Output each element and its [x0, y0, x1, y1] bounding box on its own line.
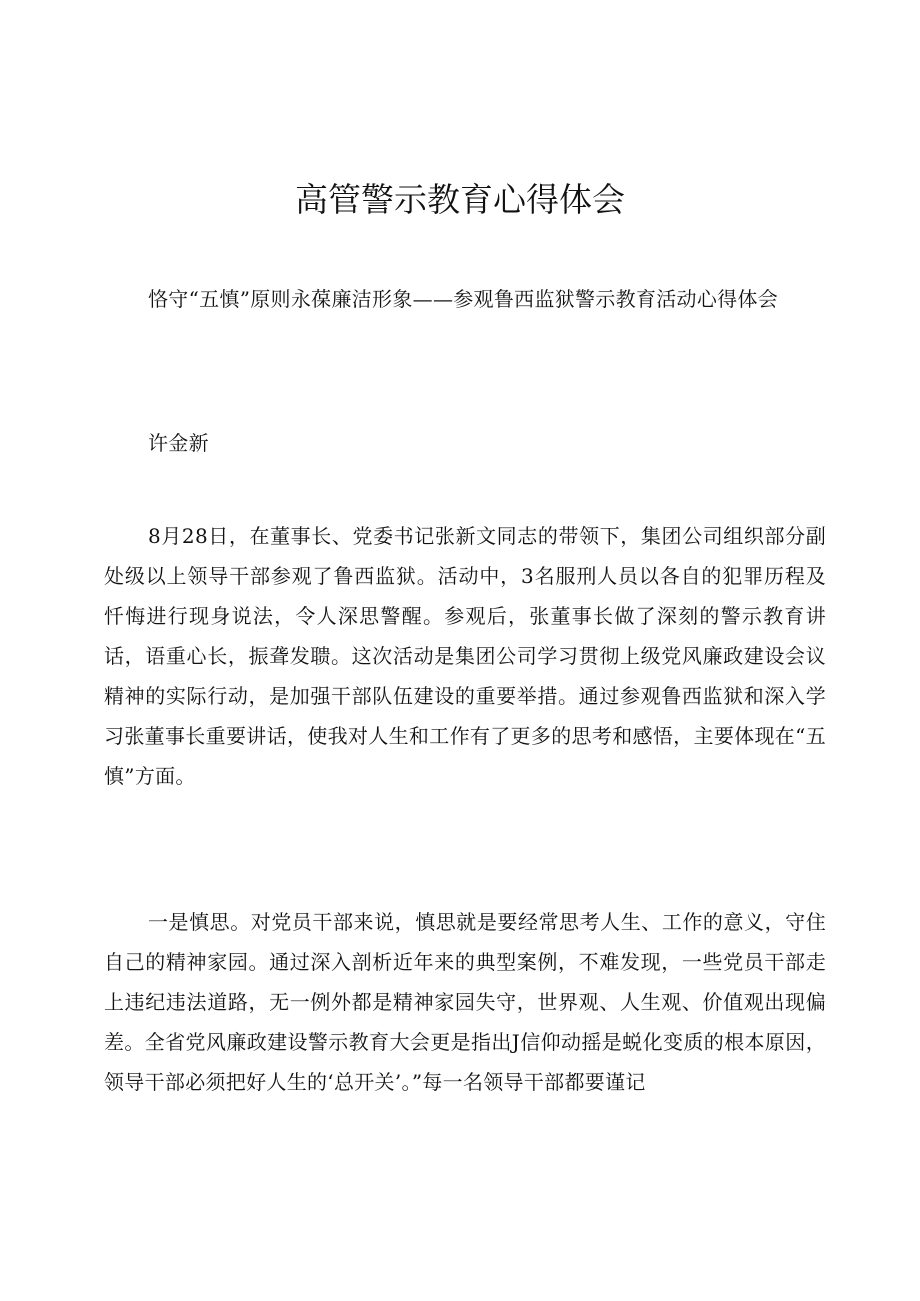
document-author: 许金新	[148, 431, 209, 455]
document-title: 高管警示教育心得体会	[295, 180, 625, 219]
document-subtitle: 恪守“五慎”原则永葆廉洁形象——参观鲁西监狱警示教育活动心得体会	[148, 287, 779, 311]
body-paragraph-2: 一是慎思。对党员干部来说，慎思就是要经常思考人生、工作的意义，守住自己的精神家园。通过深入剖析近年来的典型案例，不难发现，一些党员干部走上违纪违法道路，无一例外都是精神家园失守，世界观、人生观、价值观出现偏差。全省党风廉政建设警示教育大会更是指出J信仰动摇是蜕化变质的根本原因，领导干部必须把好人生的‘总开关’。”每一名领导干部都要谨记	[104, 910, 826, 1094]
body-paragraph-1: 8月28日，在董事长、党委书记张新文同志的带领下，集团公司组织部分副处级以上领导干部参观了鲁西监狱。活动中，3名服刑人员以各自的犯罪历程及忏悔进行现身说法，令人深思警醒。参观后，张董事长做了深刻的警示教育讲话，语重心长，振聋发聩。这次活动是集团公司学习贯彻上级党风廉政建设会议精神的实际行动，是加强干部队伍建设的重要举措。通过参观鲁西监狱和深入学习张董事长重要讲话，使我对人生和工作有了更多的思考和感悟，主要体现在“五慎”方面。	[104, 524, 826, 788]
